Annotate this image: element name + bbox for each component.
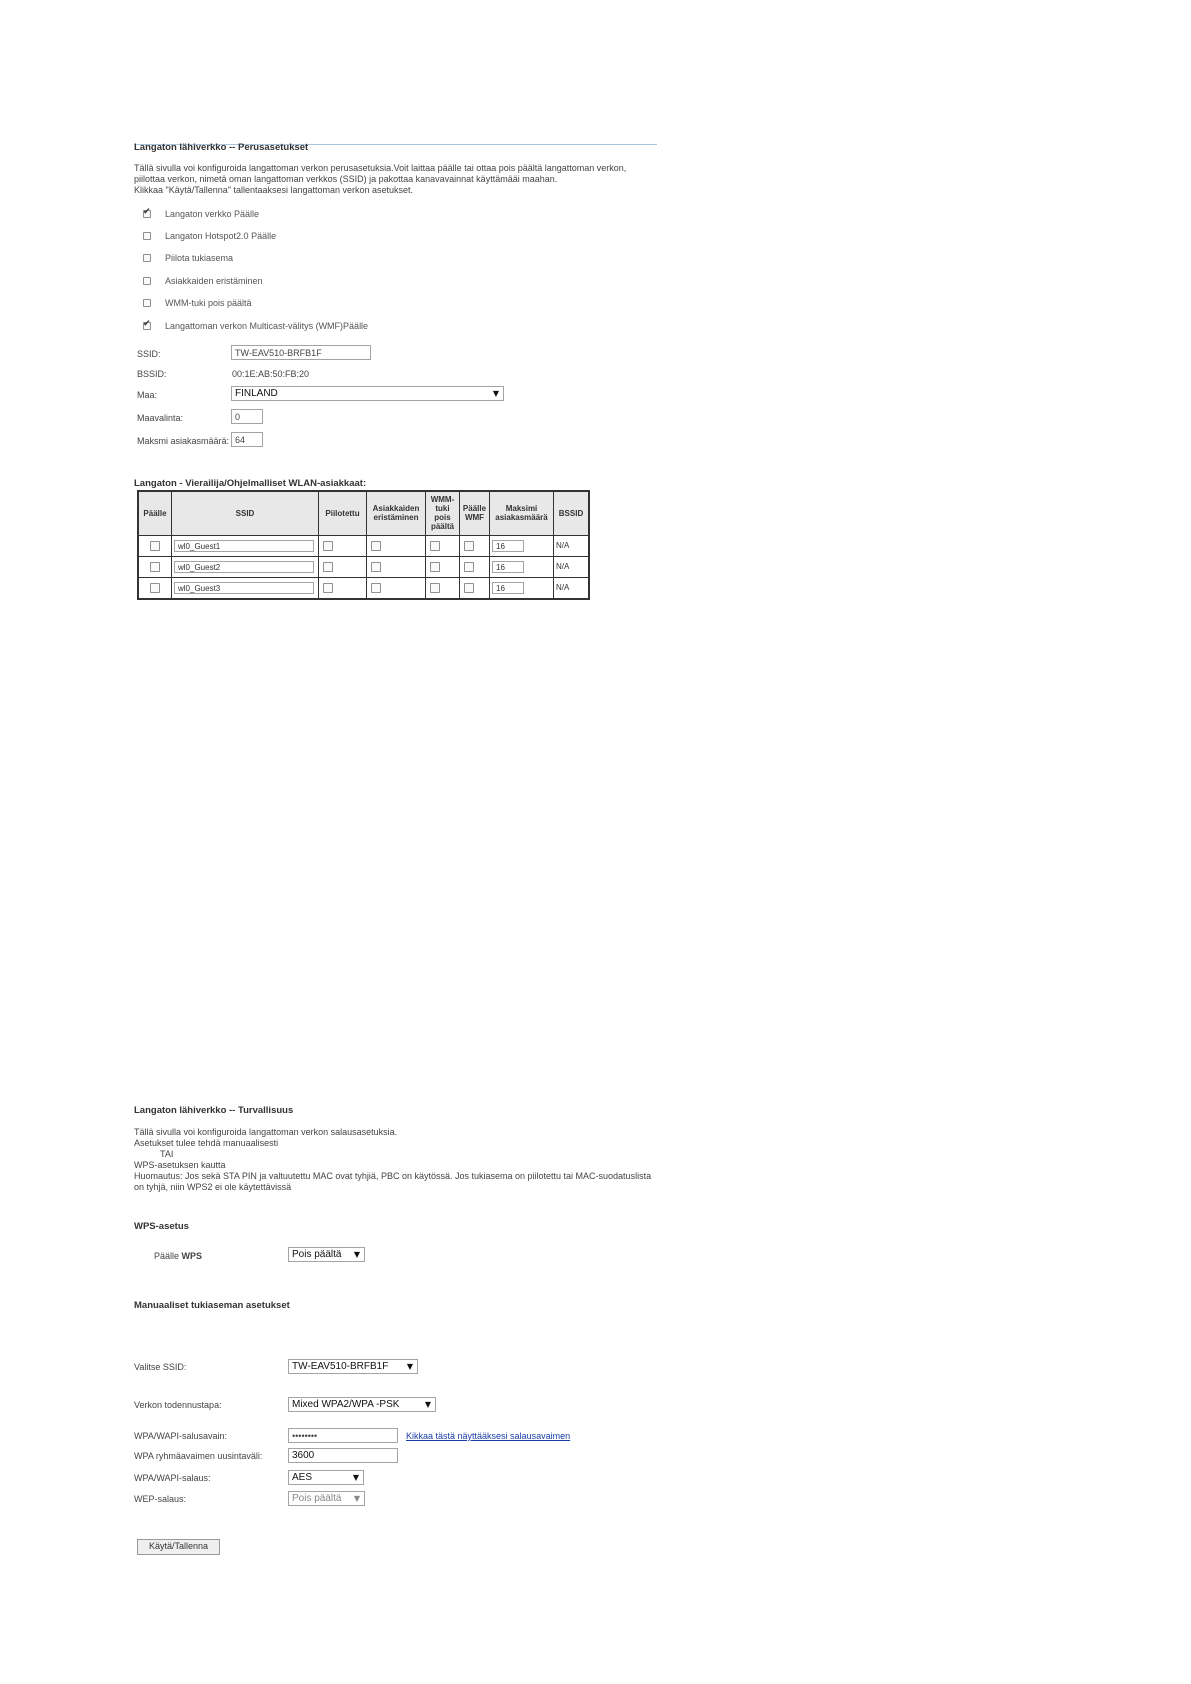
guest3-bssid: N/A bbox=[554, 577, 590, 599]
col-wmm bbox=[426, 491, 460, 535]
basic-desc-line-2: piilottaa verkon, nimetä oman langattoman verkkos (SSID) ja pakottaa kanavavainnat käyttämääi maahan. bbox=[134, 174, 558, 184]
hotspot-enable-label: Langaton Hotspot2.0 Päälle bbox=[165, 231, 277, 241]
guest2-enable-checkbox[interactable] bbox=[150, 562, 160, 572]
col-max bbox=[490, 491, 554, 535]
table-row bbox=[138, 556, 589, 577]
guest2-ssid-input[interactable]: wl0_Guest2 bbox=[174, 561, 314, 573]
chevron-down-icon: ▼ bbox=[353, 1494, 360, 1503]
country-label: Maa: bbox=[137, 390, 158, 400]
country-code-label: Maavalinta: bbox=[137, 413, 184, 423]
col-wmf bbox=[460, 491, 490, 535]
encryption-value: AES bbox=[292, 1472, 313, 1483]
chevron-down-icon: ▼ bbox=[424, 1400, 431, 1409]
hide-ap-checkbox[interactable] bbox=[143, 254, 151, 262]
chevron-down-icon: ▼ bbox=[352, 1473, 359, 1482]
encryption-select[interactable] bbox=[288, 1470, 364, 1485]
show-key-link[interactable]: Kikkaa tästä näyttääksesi salausavaimen bbox=[406, 1431, 571, 1441]
table-row bbox=[138, 535, 589, 556]
guest1-wmm-checkbox[interactable] bbox=[430, 541, 440, 551]
wps-enable-select[interactable] bbox=[288, 1247, 365, 1262]
guest1-enable-checkbox[interactable] bbox=[150, 541, 160, 551]
wep-value: Pois päältä bbox=[292, 1493, 342, 1504]
guest2-bssid: N/A bbox=[554, 556, 590, 577]
chevron-down-icon: ▼ bbox=[406, 1362, 413, 1371]
auth-method-label: Verkon todennustapa: bbox=[134, 1400, 222, 1410]
wps-enable-label-prefix: Päälle bbox=[154, 1251, 182, 1261]
ssid-input[interactable]: TW-EAV510-BRFB1F bbox=[231, 345, 371, 360]
basic-desc-line-1: Tällä sivulla voi konfiguroida langattoman verkon perusasetuksia.Voit laittaa päälle tai ottaa pois päältä langattoman verkon, bbox=[134, 163, 627, 173]
basic-settings-title: Langaton lähiverkko -- Perusasetukset bbox=[134, 142, 309, 153]
security-desc-line-2: Asetukset tulee tehdä manuaalisesti bbox=[134, 1138, 279, 1148]
security-desc-line-1: Tällä sivulla voi konfiguroida langattoman verkon salausasetuksia. bbox=[134, 1127, 398, 1137]
guest3-max-input[interactable]: 16 bbox=[492, 582, 524, 594]
guest3-wmf-checkbox[interactable] bbox=[464, 583, 474, 593]
guest1-ssid-input[interactable]: wl0_Guest1 bbox=[174, 540, 314, 552]
col-hidden: Piilotettu bbox=[319, 491, 367, 535]
chevron-down-icon: ▼ bbox=[353, 1250, 360, 1259]
guest1-bssid: N/A bbox=[554, 535, 590, 556]
col-wmm-l2: tuki bbox=[435, 504, 450, 514]
col-wmm-l4: päältä bbox=[430, 522, 455, 532]
col-max-l1: Maksimi bbox=[505, 504, 538, 514]
security-desc-line-4: WPS-asetuksen kautta bbox=[134, 1160, 226, 1170]
security-desc-line-6: on tyhjä, niin WPS2 ei ole käytettävissä bbox=[134, 1182, 292, 1192]
col-wmf-l2: WMF bbox=[464, 513, 485, 523]
wmf-enable-label: Langattoman verkon Multicast-välitys (WMF)Päälle bbox=[165, 321, 369, 331]
guest3-ssid-input[interactable]: wl0_Guest3 bbox=[174, 582, 314, 594]
table-row bbox=[138, 577, 589, 599]
manual-ap-title: Manuaaliset tukiaseman asetukset bbox=[134, 1300, 290, 1311]
guest-wlan-title: Langaton - Vierailija/Ohjelmalliset WLAN-asiakkaat: bbox=[134, 478, 367, 489]
guest1-hidden-checkbox[interactable] bbox=[323, 541, 333, 551]
guest2-wmm-checkbox[interactable] bbox=[430, 562, 440, 572]
guest2-wmf-checkbox[interactable] bbox=[464, 562, 474, 572]
hide-ap-label: Piilota tukiasema bbox=[165, 253, 234, 263]
select-ssid-value: TW-EAV510-BRFB1F bbox=[292, 1361, 389, 1372]
guest2-max-input[interactable]: 16 bbox=[492, 561, 524, 573]
wps-enable-label-bold: WPS bbox=[181, 1251, 203, 1261]
client-isolation-checkbox[interactable] bbox=[143, 277, 151, 285]
hotspot-enable-checkbox[interactable] bbox=[143, 232, 151, 240]
wpa-key-label: WPA/WAPI-salusavain: bbox=[134, 1431, 228, 1441]
wireless-enable-label: Langaton verkko Päälle bbox=[165, 209, 260, 219]
guest-wlan-table bbox=[137, 490, 590, 600]
col-max-l2: asiakasmäärä bbox=[495, 513, 548, 523]
wep-label: WEP-salaus: bbox=[134, 1494, 187, 1504]
bssid-label: BSSID: bbox=[137, 369, 167, 379]
auth-method-value: Mixed WPA2/WPA -PSK bbox=[292, 1399, 400, 1410]
wpa-key-input[interactable]: •••••••• bbox=[288, 1428, 398, 1443]
guest1-max-input[interactable]: 16 bbox=[492, 540, 524, 552]
col-isolation-l2: eristäminen bbox=[373, 513, 419, 523]
guest3-isolation-checkbox[interactable] bbox=[371, 583, 381, 593]
wps-settings-title: WPS-asetus bbox=[134, 1221, 189, 1232]
wmm-disable-checkbox[interactable] bbox=[143, 299, 151, 307]
guest3-enable-checkbox[interactable] bbox=[150, 583, 160, 593]
col-wmm-l1: WMM- bbox=[430, 495, 455, 505]
col-wmm-l3: pois bbox=[434, 513, 451, 523]
wmf-enable-checkbox[interactable] bbox=[143, 322, 151, 330]
country-code-input[interactable]: 0 bbox=[231, 409, 263, 424]
col-isolation bbox=[367, 491, 426, 535]
guest3-hidden-checkbox[interactable] bbox=[323, 583, 333, 593]
country-select-value: FINLAND bbox=[235, 388, 278, 399]
ssid-label: SSID: bbox=[137, 349, 161, 359]
col-wmf-l1: Päälle bbox=[462, 504, 487, 514]
max-clients-label: Maksmi asiakasmäärä: bbox=[137, 436, 230, 446]
guest2-isolation-checkbox[interactable] bbox=[371, 562, 381, 572]
guest1-wmf-checkbox[interactable] bbox=[464, 541, 474, 551]
wps-enable-label bbox=[154, 1251, 202, 1262]
security-desc-line-3: TAI bbox=[160, 1149, 174, 1159]
wps-enable-value: Pois päältä bbox=[292, 1249, 342, 1260]
guest1-isolation-checkbox[interactable] bbox=[371, 541, 381, 551]
guest-table-header bbox=[138, 491, 589, 535]
max-clients-input[interactable]: 64 bbox=[231, 432, 263, 447]
guest3-wmm-checkbox[interactable] bbox=[430, 583, 440, 593]
select-ssid-select[interactable] bbox=[288, 1359, 418, 1374]
col-bssid: BSSID bbox=[554, 491, 590, 535]
bssid-value: 00:1E:AB:50:FB:20 bbox=[232, 369, 310, 379]
wireless-enable-checkbox[interactable] bbox=[143, 210, 151, 218]
rekey-interval-input[interactable]: 3600 bbox=[288, 1448, 398, 1463]
security-desc-line-5: Huomautus: Jos sekä STA PIN ja valtuutettu MAC ovat tyhjiä, PBC on käytössä. Jos tukiasema on piilotettu tai MAC-suodatuslista bbox=[134, 1171, 652, 1181]
col-ssid: SSID bbox=[172, 491, 319, 535]
wmm-disable-label: WMM-tuki pois päältä bbox=[165, 298, 252, 308]
basic-desc-line-3: Klikkaa "Käytä/Tallenna" tallentaaksesi langattoman verkon asetukset. bbox=[134, 185, 414, 195]
select-ssid-label: Valitse SSID: bbox=[134, 1362, 187, 1372]
wep-select[interactable] bbox=[288, 1491, 365, 1506]
save-button[interactable]: Käytä/Tallenna bbox=[137, 1539, 220, 1555]
security-title: Langaton lähiverkko -- Turvallisuus bbox=[134, 1105, 294, 1116]
chevron-down-icon: ▼ bbox=[492, 389, 499, 398]
rekey-interval-label: WPA ryhmäavaimen uusintaväli: bbox=[134, 1451, 263, 1461]
auth-method-select[interactable] bbox=[288, 1397, 436, 1412]
encryption-label: WPA/WAPI-salaus: bbox=[134, 1473, 211, 1483]
guest2-hidden-checkbox[interactable] bbox=[323, 562, 333, 572]
client-isolation-label: Asiakkaiden eristäminen bbox=[165, 276, 263, 286]
col-isolation-l1: Asiakkaiden bbox=[372, 504, 420, 514]
col-enabled: Päälle bbox=[138, 491, 172, 535]
country-select[interactable] bbox=[231, 386, 504, 401]
